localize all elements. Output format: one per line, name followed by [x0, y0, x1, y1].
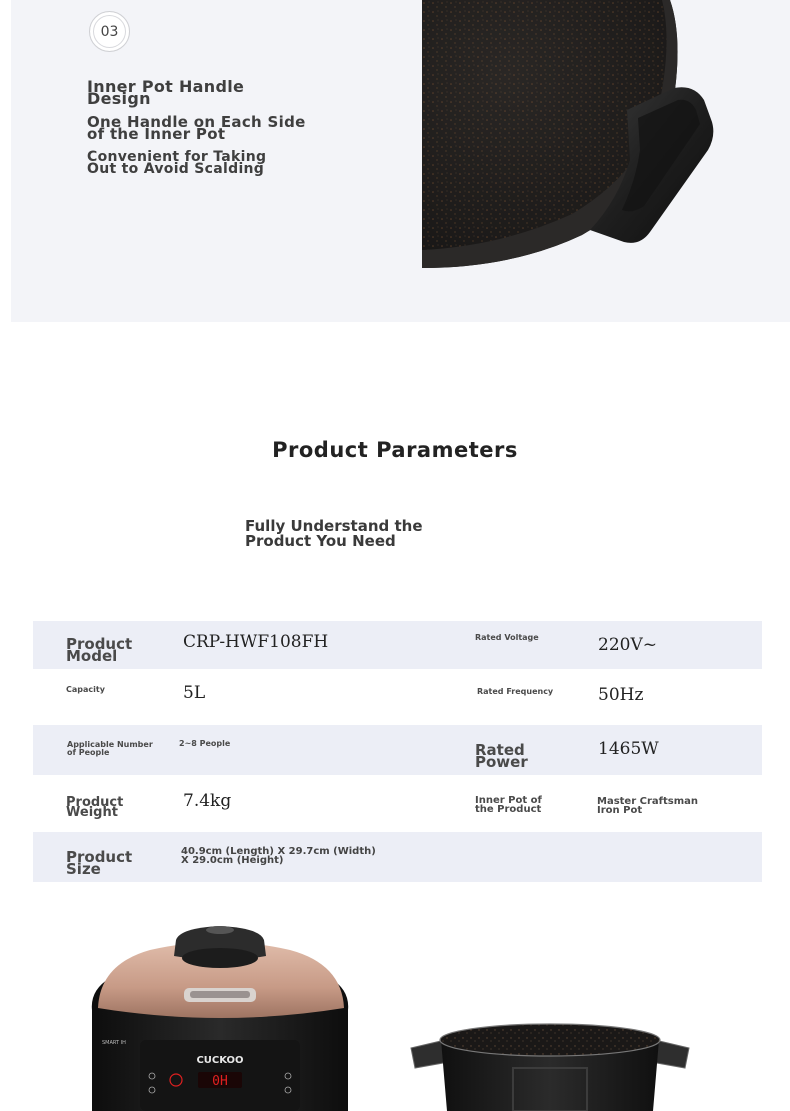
inner-pot-photo — [405, 1020, 695, 1111]
cooker-display: 0H — [212, 1074, 228, 1089]
spec-value-voltage: 220V~ — [598, 635, 657, 655]
feature-line-1: One Handle on Each Side of the Inner Pot — [87, 113, 306, 143]
spec-row — [33, 725, 762, 775]
spec-label-power: Rated Power — [475, 741, 528, 771]
inner-pot-handle-photo — [422, 0, 752, 272]
spec-label-inner-pot: Inner Pot of the Product — [475, 795, 542, 815]
spec-label-size: Product Size — [66, 848, 133, 878]
spec-value-size: 40.9cm (Length) X 29.7cm (Width) X 29.0cm (Height) — [181, 846, 376, 866]
spec-value-people: 2~8 People — [179, 739, 231, 748]
spec-row — [33, 832, 762, 882]
parameters-title: Product Parameters — [272, 438, 518, 462]
feature-section — [11, 0, 790, 322]
spec-label-model: Product Model — [66, 635, 133, 665]
spec-label-frequency: Rated Frequency — [477, 687, 554, 696]
spec-label-capacity: Capacity — [66, 685, 105, 694]
spec-label-voltage: Rated Voltage — [475, 633, 539, 642]
spec-label-people: Applicable Number of People — [67, 740, 153, 757]
feature-line-2: Convenient for Taking Out to Avoid Scalding — [87, 149, 267, 177]
spec-row — [33, 775, 762, 832]
spec-table — [33, 621, 762, 882]
rice-cooker-photo — [80, 920, 360, 1111]
parameters-subtitle: Fully Understand the Product You Need — [245, 517, 423, 550]
spec-value-model: CRP-HWF108FH — [183, 632, 329, 652]
spec-value-power: 1465W — [598, 739, 659, 759]
cooker-brand: CUCKOO — [196, 1055, 244, 1066]
feature-title: Inner Pot Handle Design — [87, 77, 245, 108]
spec-value-capacity: 5L — [183, 683, 206, 703]
spec-value-inner-pot: Master Craftsman Iron Pot — [597, 796, 699, 816]
step-badge: 03 — [89, 11, 130, 52]
spec-row — [33, 669, 762, 725]
cooker-side-label: SMART IH — [102, 1040, 126, 1046]
spec-label-weight: Product Weight — [66, 795, 124, 820]
spec-value-weight: 7.4kg — [183, 791, 232, 811]
spec-value-frequency: 50Hz — [598, 685, 644, 705]
spec-row — [33, 621, 762, 669]
